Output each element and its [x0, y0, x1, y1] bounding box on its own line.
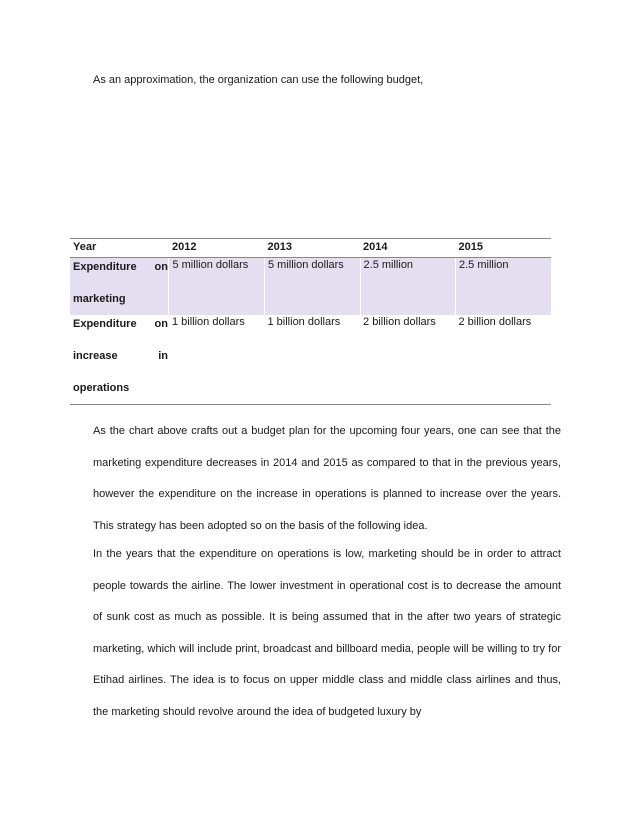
table-cell: 5 million dollars [169, 258, 265, 316]
header-2014: 2014 [360, 239, 455, 258]
intro-sentence: As an approximation, the organization can use the following budget, [93, 74, 424, 86]
table-cell: 1 billion dollars [265, 315, 361, 405]
header-year: Year [70, 239, 169, 258]
table-cell: 2 billion dollars [456, 315, 552, 405]
row-label-marketing [70, 258, 169, 316]
paragraph-marketing-strategy: In the years that the expenditure on operations is low, marketing should be in order to attract people towards the airline. The lower investment in operational cost is to decrease the amount of sunk cost as much as possible. It is being assumed that in the after two years of strategic marketing, which will include print, broadcast and billboard media, people will be willing to try for Etihad airlines. The idea is to focus on upper middle class and middle class airlines and thus, the marketing should revolve around the idea of budgeted luxury by [93, 548, 561, 718]
table-cell: 2 billion dollars [360, 315, 455, 405]
header-2015: 2015 [456, 239, 552, 258]
table-cell: 5 million dollars [265, 258, 361, 316]
row-label-line: increase in [73, 350, 168, 362]
budget-table [70, 238, 551, 405]
row-label-line: Expenditure on [73, 261, 168, 273]
header-2013: 2013 [265, 239, 361, 258]
header-2012: 2012 [169, 239, 265, 258]
table-cell: 2.5 million [360, 258, 455, 316]
table-cell: 2.5 million [456, 258, 552, 316]
row-label-line: marketing [73, 293, 126, 305]
row-label-line: Expenditure on [73, 318, 168, 330]
row-label-line: operations [73, 382, 130, 394]
table-row-marketing [70, 258, 551, 316]
row-label-operations [70, 315, 169, 405]
paragraph-budget-plan: As the chart above crafts out a budget plan for the upcoming four years, one can see that the marketing expenditure decreases in 2014 and 2015 as compared to that in the previous years, however the expenditure on the increase in operations is planned to increase over the years. This strategy has been adopted so on the basis of the following idea. [93, 425, 561, 532]
table-row-operations [70, 315, 551, 405]
table-cell: 1 billion dollars [169, 315, 265, 405]
